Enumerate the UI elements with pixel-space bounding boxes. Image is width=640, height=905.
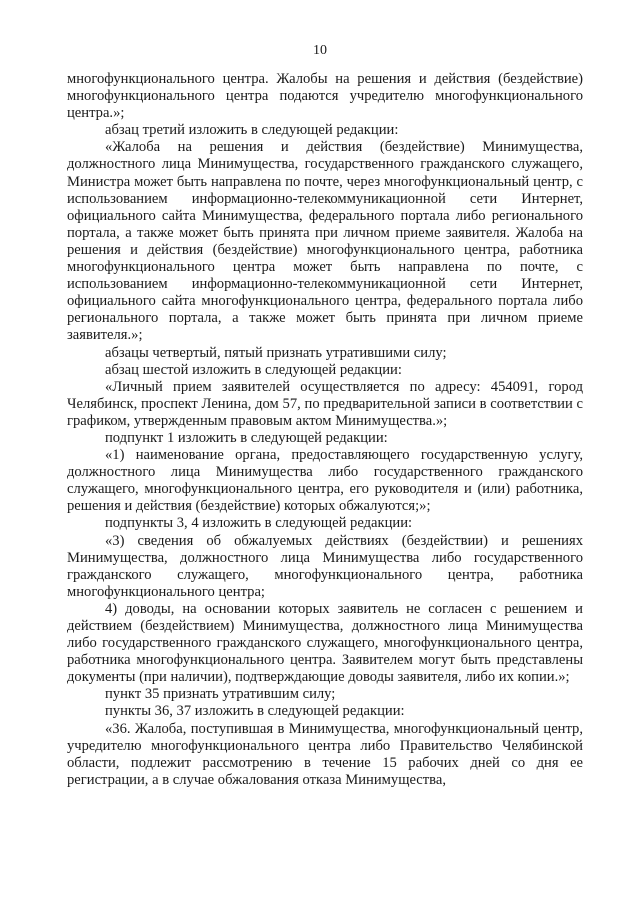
paragraph-mfc-complaints-continued: многофункционального центра. Жалобы на решения и действия (бездействие) многофункционального центра подаются учредителю многофункционального центра.»; xyxy=(67,71,583,122)
paragraph-amend-third-abzac: абзац третий изложить в следующей редакции: xyxy=(105,122,399,139)
paragraph-personal-reception: «Личный прием заявителей осуществляется по адресу: 454091, город Челябинск, проспект Ленина, дом 57, по предварительной записи в соответствии с графиком, утвержденным правовым актом Минимущества.»; xyxy=(67,378,583,429)
paragraph-subpoint-1-text: «1) наименование органа, предоставляющего государственную услугу, должностного лица Минимущества либо государственного гражданского служащего, многофункционального центра, его руководителя и (или) работника, решения и действия (бездействие) которых обжалуются;»; xyxy=(67,447,583,515)
paragraph-amend-points-36-37: пункты 36, 37 изложить в следующей редакции: xyxy=(105,703,405,720)
paragraph-point-35-void: пункт 35 признать утратившим силу; xyxy=(105,686,336,703)
paragraph-abzacs-void: абзацы четвертый, пятый признать утратившими силу; xyxy=(105,344,447,361)
paragraph-amend-sixth-abzac: абзац шестой изложить в следующей редакции: xyxy=(105,361,402,378)
paragraph-amend-subpoint-1: подпункт 1 изложить в следующей редакции: xyxy=(105,429,388,446)
paragraph-amend-subpoints-3-4: подпункты 3, 4 изложить в следующей редакции: xyxy=(105,515,413,532)
page-number: 10 xyxy=(313,43,327,58)
paragraph-subpoint-3-text: «3) сведения об обжалуемых действиях (бездействии) и решениях Минимущества, должностного лица Минимущества либо государственного гражданского служащего, многофункционального центра, работника многофункционального центра; xyxy=(67,532,583,600)
paragraph-point-36-text: «36. Жалоба, поступившая в Минимущества, многофункциональный центр, учредителю многофункционального центра либо Правительство Челябинской области, подлежит рассмотрению в течение 15 рабочих дней со дня ее регистрации, а в случае обжалования отказа Минимущества, xyxy=(67,720,583,788)
paragraph-subpoint-4-text: 4) доводы, на основании которых заявитель не согласен с решением и действием (бездействием) Минимущества, должностного лица Минимущества либо государственного гражданского служащего, многофункционального центра, работника многофункционального центра. Заявителем могут быть представлены документы (при наличии), подтверждающие доводы заявителя, либо их копии.»; xyxy=(67,600,583,686)
paragraph-complaint-channels: «Жалоба на решения и действия (бездействие) Минимущества, должностного лица Минимущества, государственного гражданского служащего, Министра может быть направлена по почте, через многофункциональный центр, с использованием информационно-телекоммуникационной сети Интернет, официального сайта Минимущества, федерального портала либо регионального портала, а также может быть принята при личном приеме заявителя. Жалоба на решения и действия (бездействие) многофункционального центра, работника многофункционального центра может быть направлена по почте, с использованием информационно-телекоммуникационной сети Интернет, официального сайта многофункционального центра, федерального портала либо регионального портала, а также может быть принята при личном приеме заявителя.»; xyxy=(67,139,583,344)
document-body xyxy=(67,71,583,789)
